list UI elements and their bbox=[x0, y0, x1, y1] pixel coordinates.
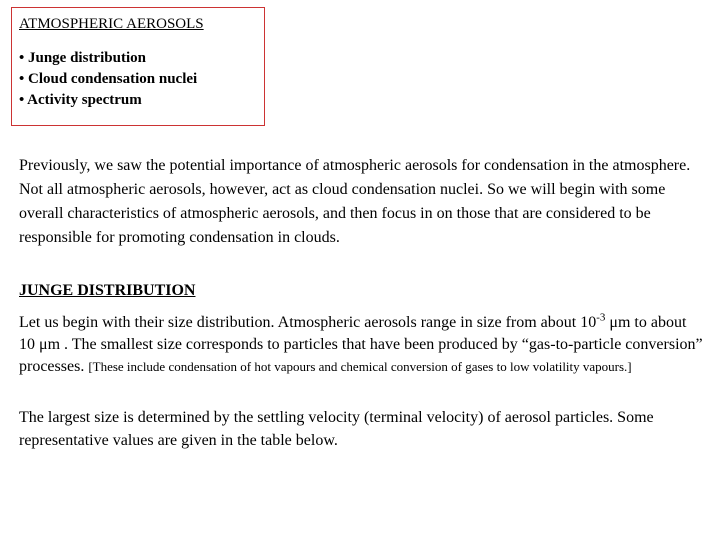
summary-box bbox=[11, 7, 265, 126]
conversion-note: [These include condensation of hot vapours and chemical conversion of gases to low volatility vapours.] bbox=[88, 359, 632, 374]
intro-paragraph: Previously, we saw the potential importance of atmospheric aerosols for condensation in the atmosphere. Not all atmospheric aerosols, however, act as cloud condensation nuclei. So we will begin with some overall characteristics of atmospheric aerosols, and then focus in on those that are considered to be responsible for promoting condensation in clouds. bbox=[19, 157, 691, 246]
size-text-a: Let us begin with their size distribution. Atmospheric aerosols range in size from about 10 bbox=[19, 314, 597, 331]
settling-paragraph: The largest size is determined by the settling velocity (terminal velocity) of aerosol particles. Some representative values are given in the table below. bbox=[19, 409, 654, 449]
summary-item-ccn: • Cloud condensation nuclei bbox=[19, 71, 198, 87]
size-distribution-paragraph bbox=[19, 312, 704, 378]
summary-title: ATMOSPHERIC AEROSOLS bbox=[19, 16, 204, 32]
summary-item-activity: • Activity spectrum bbox=[19, 92, 142, 108]
size-exponent: -3 bbox=[596, 311, 606, 324]
junge-heading: JUNGE DISTRIBUTION bbox=[19, 282, 196, 299]
size-text-b: μm to about 10 μm . The smallest size corresponds to particles that have been produced by “gas-to-particle conversion” processes. bbox=[19, 314, 703, 375]
summary-item-junge: • Junge distribution bbox=[19, 50, 146, 66]
summary-list bbox=[19, 48, 264, 111]
